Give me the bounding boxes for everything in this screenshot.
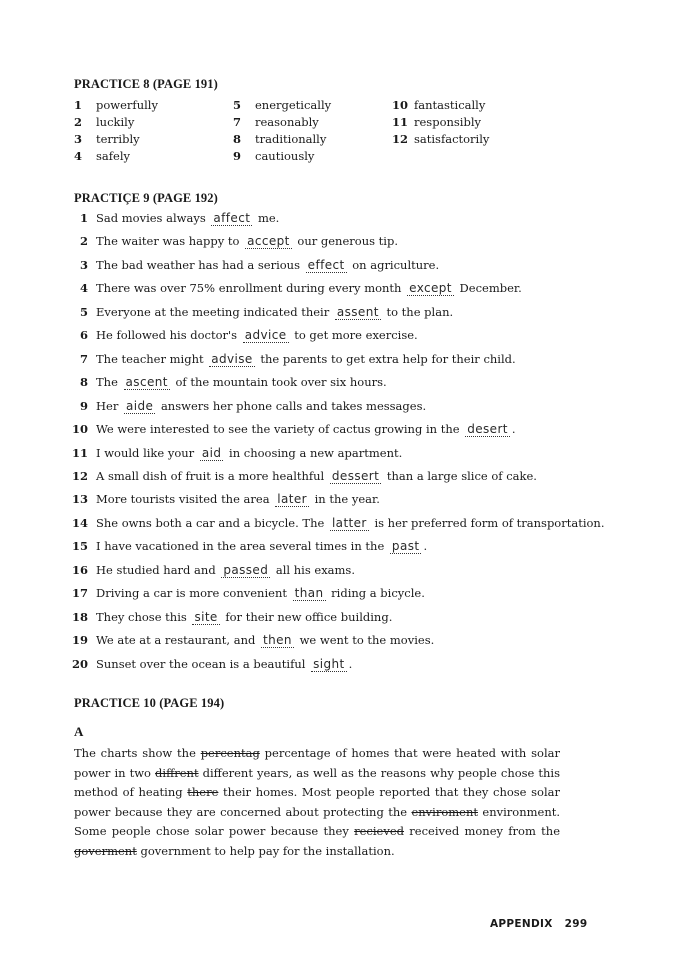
- page-number: 299: [564, 918, 588, 930]
- sentence-before: I have vacationed in the area several times in the: [96, 539, 385, 554]
- sentence-text: [96, 209, 279, 227]
- page-footer: [490, 918, 587, 930]
- handwritten-answer: later: [277, 492, 307, 507]
- sentence-text: [96, 561, 355, 579]
- struck-misspelling: enviroment: [411, 804, 478, 819]
- practice9-sentence: [70, 303, 630, 321]
- item-number: 9: [233, 149, 242, 163]
- sentence-number: 8: [79, 375, 88, 390]
- handwritten-answer: advise: [211, 351, 253, 366]
- sentence-number: 9: [79, 398, 88, 413]
- sentence-number: 10: [71, 422, 88, 437]
- sentence-number: 17: [71, 586, 88, 601]
- practice9-sentence: [70, 256, 630, 274]
- practice9-sentence: [70, 232, 630, 250]
- answer-word: energetically: [255, 98, 332, 112]
- sentence-before: We ate at a restaurant, and: [96, 633, 256, 648]
- handwritten-answer: latter: [331, 515, 367, 530]
- practice9-sentence: [70, 350, 630, 368]
- practice8-item: [392, 114, 482, 130]
- practice8-item: [392, 131, 490, 147]
- paragraph-text: environment. Some people chose solar power because they: [74, 804, 560, 839]
- sentence-number: 2: [79, 234, 88, 249]
- sentence-after: answers her phone calls and takes messages.: [160, 398, 427, 413]
- sentence-after: we went to the movies.: [299, 633, 435, 648]
- sentence-after: of the mountain took over six hours.: [175, 375, 387, 390]
- practice8-item: [74, 114, 135, 130]
- practice8-item: [74, 97, 158, 113]
- practice9-sentence: [70, 655, 630, 673]
- sentence-before: The teacher might: [96, 351, 204, 366]
- practice9-sentence: [70, 608, 630, 626]
- item-number: 7: [233, 115, 242, 129]
- practice9-sentence: [70, 490, 630, 508]
- sentence-before: The: [96, 375, 118, 390]
- practice10-heading: PRACTICE 10 (PAGE 194): [74, 696, 225, 710]
- sentence-before: We were interested to see the variety of cactus growing in the: [96, 422, 460, 437]
- handwritten-answer: passed: [223, 562, 269, 577]
- struck-misspelling: goverment: [74, 843, 137, 858]
- answer-word: luckily: [96, 115, 135, 129]
- sentence-text: [96, 490, 380, 508]
- sentence-after: for their new office building.: [225, 609, 393, 624]
- sentence-text: [96, 444, 402, 462]
- sentence-before: He studied hard and: [96, 562, 216, 577]
- struck-misspelling: recieved: [354, 824, 405, 839]
- struck-misspelling: percentag: [200, 746, 260, 760]
- paragraph-text: different years, as well as the reasons why people chose this method of heating: [74, 765, 560, 800]
- struck-misspelling: there: [187, 785, 219, 800]
- sentence-number: 11: [71, 445, 88, 460]
- answer-word: powerfully: [96, 98, 158, 112]
- practice9-sentence: [70, 514, 630, 532]
- sentence-after: all his exams.: [275, 562, 355, 577]
- sentence-before: She owns both a car and a bicycle. The: [96, 515, 325, 530]
- practice9-sentence: [70, 279, 630, 297]
- practice9-sentence: [70, 584, 630, 602]
- handwritten-answer: aide: [126, 398, 154, 413]
- sentence-text: [96, 631, 434, 649]
- practice8-heading: PRACTICE 8 (PAGE 191): [74, 77, 218, 91]
- practice9-sentence: [70, 631, 630, 649]
- sentence-before: A small dish of fruit is a more healthful: [96, 468, 325, 483]
- sentence-after: to get more exercise.: [294, 328, 418, 343]
- practice8-item: [233, 131, 327, 147]
- sentence-number: 19: [71, 633, 88, 648]
- paragraph-text: The charts show the: [74, 746, 201, 760]
- sentence-text: [96, 373, 387, 391]
- sentence-after: in the year.: [314, 492, 380, 507]
- sentence-before: The waiter was happy to: [96, 234, 240, 249]
- paragraph-text: their homes. Most people reported that they chose solar power because they are concerned about protecting the: [74, 785, 560, 819]
- practice9-sentence: [70, 537, 630, 555]
- sentence-after: December.: [459, 281, 522, 296]
- sentence-number: 13: [71, 492, 88, 507]
- footer-section-label: APPENDIX: [490, 918, 553, 930]
- sentence-number: 12: [71, 468, 88, 483]
- paragraph-text: percentage of homes that were heated with solar power in two: [74, 746, 560, 780]
- handwritten-answer: affect: [213, 211, 251, 225]
- handwritten-answer: except: [409, 281, 452, 296]
- handwritten-answer: advice: [244, 328, 287, 343]
- sentence-before: Her: [96, 398, 119, 413]
- sentence-after: me.: [257, 211, 280, 225]
- item-number: 4: [74, 149, 83, 163]
- sentence-text: [96, 256, 439, 274]
- practice9-sentence: [70, 561, 630, 579]
- handwritten-answer: dessert: [331, 468, 380, 483]
- sentence-before: They chose this: [96, 609, 187, 624]
- sentence-after: to the plan.: [386, 304, 454, 319]
- sentence-text: [96, 467, 537, 485]
- sentence-before: There was over 75% enrollment during every month: [96, 281, 402, 296]
- handwritten-answer: site: [194, 609, 218, 624]
- handwritten-answer: desert: [467, 422, 508, 437]
- handwritten-answer: ascent: [125, 375, 168, 390]
- handwritten-answer: than: [294, 586, 324, 601]
- sentence-text: [96, 655, 352, 673]
- handwritten-answer: aid: [201, 445, 222, 460]
- sentence-number: 18: [71, 609, 88, 624]
- answer-word: terribly: [96, 132, 140, 146]
- sentence-number: 14: [71, 515, 88, 530]
- handwritten-answer: then: [263, 633, 292, 648]
- sentence-number: 7: [79, 351, 88, 366]
- practice9-sentence: [70, 420, 630, 438]
- sentence-after: is her preferred form of transportation.: [374, 515, 605, 530]
- answer-word: satisfactorily: [414, 132, 490, 146]
- practice9-sentence: [70, 326, 630, 344]
- answer-word: reasonably: [255, 115, 319, 129]
- sentence-number: 4: [79, 281, 88, 296]
- item-number: 2: [74, 115, 83, 129]
- practice9-sentence: [70, 467, 630, 485]
- practice8-item: [233, 148, 315, 164]
- sentence-after: than a large slice of cake.: [386, 468, 537, 483]
- sentence-text: [96, 584, 425, 602]
- practice8-item: [233, 114, 319, 130]
- sentence-after: .: [348, 656, 353, 671]
- corrected-paragraph: [74, 744, 560, 862]
- sentence-number: 1: [79, 211, 88, 225]
- practice9-sentence: [70, 444, 630, 462]
- handwritten-answer: accept: [247, 234, 290, 249]
- sentence-number: 3: [79, 257, 88, 272]
- practice9-sentence: [70, 373, 630, 391]
- sentence-before: Driving a car is more convenient: [96, 586, 287, 601]
- sentence-number: 20: [71, 656, 88, 671]
- sentence-after: in choosing a new apartment.: [229, 445, 403, 460]
- sentence-after: .: [511, 422, 516, 437]
- sentence-number: 6: [79, 328, 88, 343]
- sentence-after: riding a bicycle.: [331, 586, 425, 601]
- sentence-text: [96, 279, 522, 297]
- item-number: 11: [392, 115, 409, 129]
- sentence-before: The bad weather has had a serious: [96, 257, 300, 272]
- section-label-a: A: [74, 724, 84, 739]
- item-number: 3: [74, 132, 83, 146]
- handwritten-answer: sight: [313, 656, 345, 671]
- sentence-before: I would like your: [96, 445, 195, 460]
- struck-misspelling: diffrent: [155, 765, 199, 780]
- practice9-heading: PRACTIÇE 9 (PAGE 192): [74, 191, 218, 205]
- sentence-number: 15: [71, 539, 88, 554]
- practice9-sentence: [70, 209, 630, 227]
- answer-word: cautiously: [255, 149, 315, 163]
- item-number: 12: [392, 132, 409, 146]
- answer-word: safely: [96, 149, 130, 163]
- handwritten-answer: past: [391, 539, 420, 554]
- sentence-text: [96, 303, 453, 321]
- sentence-text: [96, 420, 516, 438]
- sentence-before: Everyone at the meeting indicated their: [96, 304, 330, 319]
- item-number: 8: [233, 132, 242, 146]
- practice9-sentence: [70, 397, 630, 415]
- sentence-number: 16: [71, 562, 88, 577]
- sentence-before: Sad movies always: [96, 211, 206, 225]
- sentence-text: [96, 608, 392, 626]
- handwritten-answer: assent: [336, 304, 379, 319]
- sentence-text: [96, 397, 426, 415]
- sentence-number: 5: [79, 304, 88, 319]
- sentence-text: [96, 537, 427, 555]
- sentence-before: Sunset over the ocean is a beautiful: [96, 656, 306, 671]
- sentence-text: [96, 232, 398, 250]
- sentence-after: .: [423, 539, 428, 554]
- paragraph-text: received money from the: [404, 824, 560, 839]
- sentence-before: More tourists visited the area: [96, 492, 270, 507]
- practice8-item: [392, 97, 486, 113]
- sentence-after: the parents to get extra help for their child.: [260, 351, 516, 366]
- practice8-item: [74, 131, 140, 147]
- practice8-item: [233, 97, 332, 113]
- sentence-text: [96, 350, 516, 368]
- answer-word: responsibly: [414, 115, 482, 129]
- answer-word: fantastically: [414, 98, 486, 112]
- paragraph-text: government to help pay for the installation.: [136, 843, 395, 858]
- sentence-after: our generous tip.: [297, 234, 398, 249]
- sentence-text: [96, 514, 604, 532]
- answer-word: traditionally: [255, 132, 327, 146]
- item-number: 1: [74, 98, 83, 112]
- item-number: 5: [233, 98, 242, 112]
- practice8-item: [74, 148, 130, 164]
- sentence-before: He followed his doctor's: [96, 328, 238, 343]
- sentence-after: on agriculture.: [352, 257, 440, 272]
- handwritten-answer: effect: [307, 257, 345, 272]
- item-number: 10: [392, 98, 409, 112]
- sentence-text: [96, 326, 418, 344]
